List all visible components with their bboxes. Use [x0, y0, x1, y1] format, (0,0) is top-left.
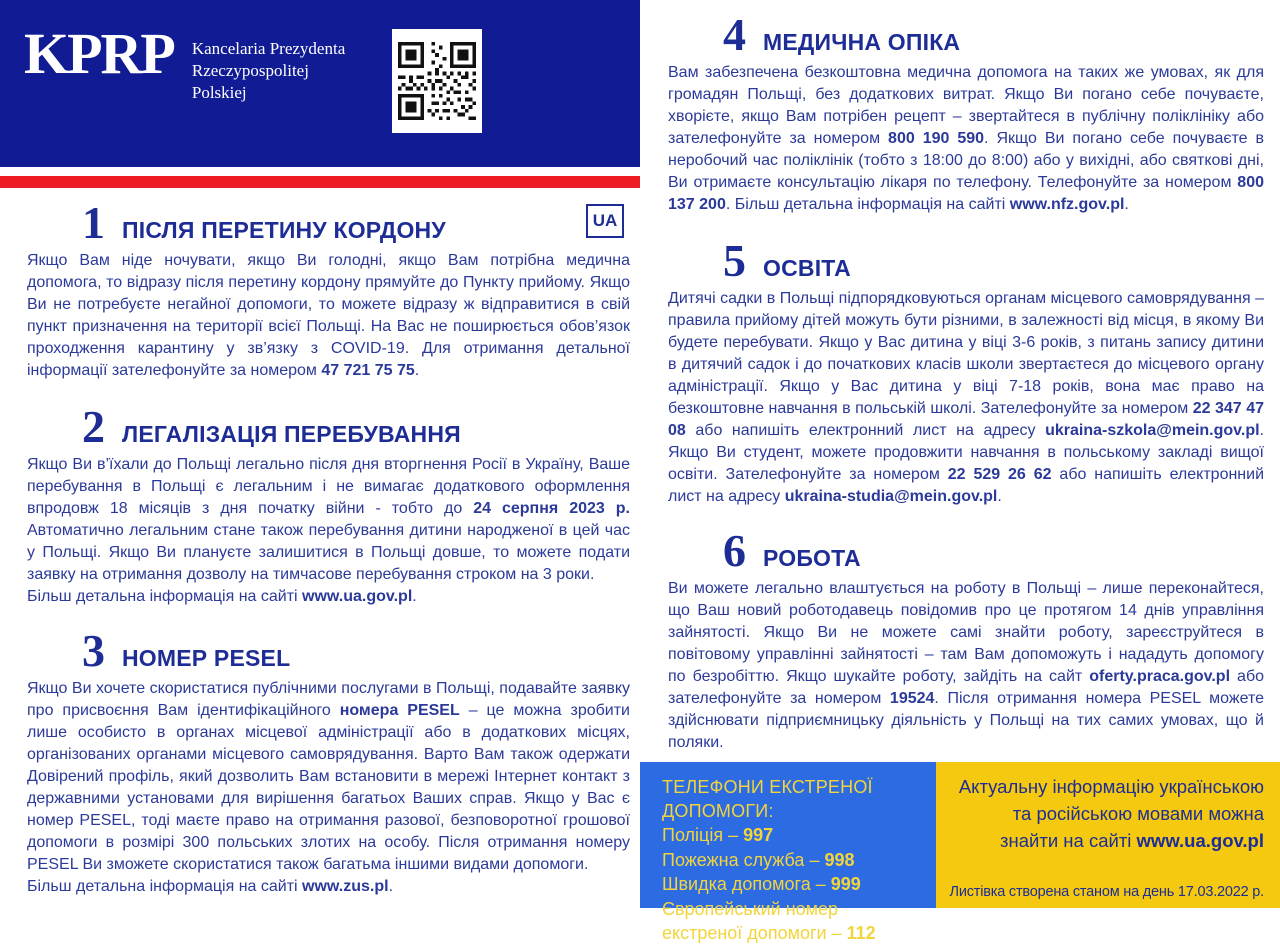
bold-text: 112 [846, 923, 876, 943]
paragraph [27, 678, 630, 876]
section-title: ЛЕГАЛІЗАЦІЯ ПЕРЕБУВАННЯ [122, 421, 461, 447]
section-heading [668, 9, 1264, 60]
bold-text: 998 [824, 849, 855, 870]
text: Більш детальна інформація на сайті [27, 588, 303, 605]
flag-stripe-red [0, 176, 640, 188]
bold-text: www.zus.pl [302, 878, 389, 895]
emergency-item-eu-112 [662, 897, 922, 946]
text: – це можна зробити лише особисто в органах місцевої адміністрації або в додаткових місцях, організованих органами місцевого самоврядування. Варто Вам також одержати Довірений профіль, який дозволить Вам встановити в мережі Інтернет контакт з державними установами для вирішення багатьох Ваших справ. Якщо у Вас є номер PESEL, тоді маєте право на отримання разової, безповоротної грошової допомоги в розмірі 300 польських злотих на особу. Після отримання номеру PESEL Ви зможете скористатися також багатьма іншими видами допомоги. [27, 702, 630, 873]
text: Більш детальна інформація на сайті [27, 878, 303, 895]
bold-text: номера PESEL [339, 702, 460, 719]
text: Пожежна служба – [662, 849, 825, 870]
qr-code-graphic [398, 42, 476, 120]
text: . [1124, 196, 1129, 213]
section-heading [668, 525, 1264, 576]
info-box [936, 762, 1280, 908]
bold-text: oferty.praca.gov.pl [1089, 668, 1231, 685]
emergency-phones-box [640, 762, 936, 943]
info-text [950, 773, 1264, 854]
section-legalization [0, 392, 640, 608]
header-banner [0, 0, 640, 167]
text: Вам забезпечена безкоштовна медична допомога на таких же умовах, як для громадян Польщі, без додаткових витрат. Якщо Ви погано себе почуваєте, хворієте, якщо Вам потрібен рецепт – звертайтеся в публічну поліклініку або зателефонуйте за номером [668, 64, 1264, 147]
section-number: 1 [82, 197, 105, 248]
section-title: МЕДИЧНА ОПІКА [763, 29, 961, 55]
flag-stripe-white [0, 167, 640, 176]
bold-text: ukraina-szkola@mein.gov.pl [1045, 422, 1260, 439]
text: Якщо Вам ніде ночувати, якщо Ви голодні, якщо Вам потрібна медична допомога, то відразу після перетину кордону прямуйте до Пункту прийому. Якщо Ви не потребуєте негайної допомоги, то можете відразу ж відправитися в свій пункт призначення на території всієї Польщі. На Вас не поширюється обов’язок проходження карантину у зв’язку з COVID-19. Для отримання детальної інформації зателефонуйте за номером [27, 252, 630, 379]
footer-note: Листівка створена станом на день 17.03.2022 р. [949, 884, 1264, 900]
org-name-line: Kancelaria Prezydenta [191, 39, 346, 58]
section-education [640, 226, 1280, 508]
text: Європейський номер екстреної допомоги – [662, 898, 847, 943]
qr-code [392, 29, 482, 133]
text: . Більш детальна інформація на сайті [725, 196, 1010, 213]
section-title: НОМЕР PESEL [122, 645, 291, 671]
section-title: РОБОТА [763, 545, 861, 571]
bold-text: 22 347 47 08 [668, 400, 1264, 439]
text: . Якщо Ви погано себе почуваєте в неробочий час поліклінік (тобто з 18:00 до 8:00) або у вихідні, або святкові дні, Ви отримаєте консультацію лікаря по телефону. Телефонуйте за номером [668, 130, 1265, 191]
paragraph [27, 454, 630, 586]
section-heading [27, 197, 630, 248]
org-name [192, 26, 345, 103]
section-work [640, 516, 1280, 754]
org-name-line: Polskiej [191, 82, 247, 102]
bold-text: 19524 [889, 690, 935, 707]
emergency-item-ambulance [662, 872, 922, 897]
section-body [668, 288, 1264, 508]
section-border-crossing [0, 188, 640, 382]
paragraph [27, 250, 630, 382]
text: Поліція – [662, 825, 744, 845]
left-column [0, 0, 640, 908]
text: . [997, 488, 1002, 505]
section-body [27, 250, 630, 382]
section-heading [668, 235, 1264, 286]
section-heading [27, 625, 630, 676]
section-heading [27, 401, 630, 452]
bold-text: 22 529 26 62 [947, 466, 1052, 483]
text: або напишіть електронний лист на адресу [668, 466, 1265, 505]
text: Якщо Ви хочете скористатися публічними послугами в Польщі, подавайте заявку про присвоєння Вам ідентифікаційного [27, 680, 630, 719]
bold-text: 47 721 75 75 [321, 362, 415, 379]
text: . [388, 878, 394, 895]
section-body [668, 62, 1264, 216]
section-number: 3 [82, 625, 105, 676]
section-number: 5 [723, 235, 746, 286]
kprp-logo: KPRP [24, 21, 174, 86]
section-number: 6 [723, 525, 746, 576]
paragraph [27, 586, 630, 608]
emergency-title: ТЕЛЕФОНИ ЕКСТРЕНОЇ ДОПОМОГИ: [662, 777, 873, 821]
bold-text: 800 137 200 [668, 174, 1264, 213]
emergency-item-police [662, 823, 922, 848]
section-number: 2 [82, 401, 105, 452]
bold-text: www.nfz.gov.pl [1009, 196, 1125, 213]
text: . [414, 362, 420, 379]
section-medical-care [640, 0, 1280, 216]
section-body [668, 578, 1264, 754]
section-number: 4 [723, 9, 746, 60]
text: . Після отримання номера PESEL можете здійснювати підприємницьку діяльність у Польщі на тих самих умовах, що й поляки. [668, 690, 1265, 751]
section-title: ОСВІТА [763, 255, 851, 281]
text: Швидка допомога – [662, 874, 831, 894]
bold-text: 24 серпня 2023 р. [473, 500, 630, 517]
section-body [27, 678, 630, 898]
paragraph [668, 288, 1264, 508]
bold-text: 800 190 590 [888, 130, 985, 147]
text: або зателефонуйте за номером [668, 668, 1264, 707]
paragraph [668, 578, 1264, 754]
bold-text: 999 [830, 874, 861, 894]
section-body [27, 454, 630, 608]
right-column [640, 0, 1280, 943]
text: . [412, 588, 417, 605]
bold-text: www.ua.gov.pl [302, 588, 413, 605]
org-name-line: Rzeczypospolitej [191, 60, 309, 80]
text: . Якщо Ви студент, можете продовжити навчання в польському закладі вищої освіти. Зателефонуйте за номером [668, 422, 1264, 483]
section-title: ПІСЛЯ ПЕРЕТИНУ КОРДОНУ [122, 217, 446, 243]
language-badge: UA [586, 204, 624, 238]
paragraph [27, 876, 630, 898]
emergency-item-fire [662, 848, 922, 873]
brand-block [24, 21, 346, 103]
section-pesel [0, 616, 640, 898]
bold-text: 997 [743, 825, 774, 845]
bottom-boxes [640, 762, 1280, 943]
bold-text: ukraina-studia@mein.gov.pl [784, 488, 998, 505]
bold-text: www.ua.gov.pl [1136, 830, 1264, 851]
text: Автоматично легальним стане також перебування дитини народженої в цей час у Польщі. Якщо Ви плануєте залишитися в Польщі довше, то можете подати заявку на отримання дозволу на тимчасове перебування строком на 3 роки. [27, 522, 630, 583]
text: або напишіть електронний лист на адресу [685, 422, 1046, 439]
text: Дитячі садки в Польщі підпорядковуються органам місцевого самоврядування – правила прийому дітей можуть бути різними, в залежності від місця, в якому Ви будете перебувати. Якщо у Вас дитина у віці 3-6 років, з питань запису дитини в дитячий садок і до початкових класів школи звертаєтеся до місцевого органу адміністрації. Якщо у Вас дитина у віці 7-18 років, вона має право на безкоштовне навчання в польській школі. Зателефонуйте за номером [668, 290, 1264, 417]
text: Якщо Ви в’їхали до Польщі легально після дня вторгнення Росії в Україну, Ваше перебування в Польщі є легальним і не вимагає додаткового оформлення впродовж 18 місяців з дня початку війни - тобто до [27, 456, 630, 517]
paragraph [668, 62, 1264, 216]
text: Актуальну інформацію українською та російською мовами можна знайти на сайті [958, 776, 1264, 851]
text: Ви можете легально влаштується на роботу в Польщі – лише переконайтеся, що Ваш новий роботодавець повідомив про це протягом 14 днів управління зайнятості. Якщо Ви не можете самі знайти роботу, зареєструйтеся в повітовому управлінні зайнятості – там Вам допоможуть і нададуть допомогу по безробіттю. Якщо шукайте роботу, зайдіть на сайт [668, 580, 1264, 685]
